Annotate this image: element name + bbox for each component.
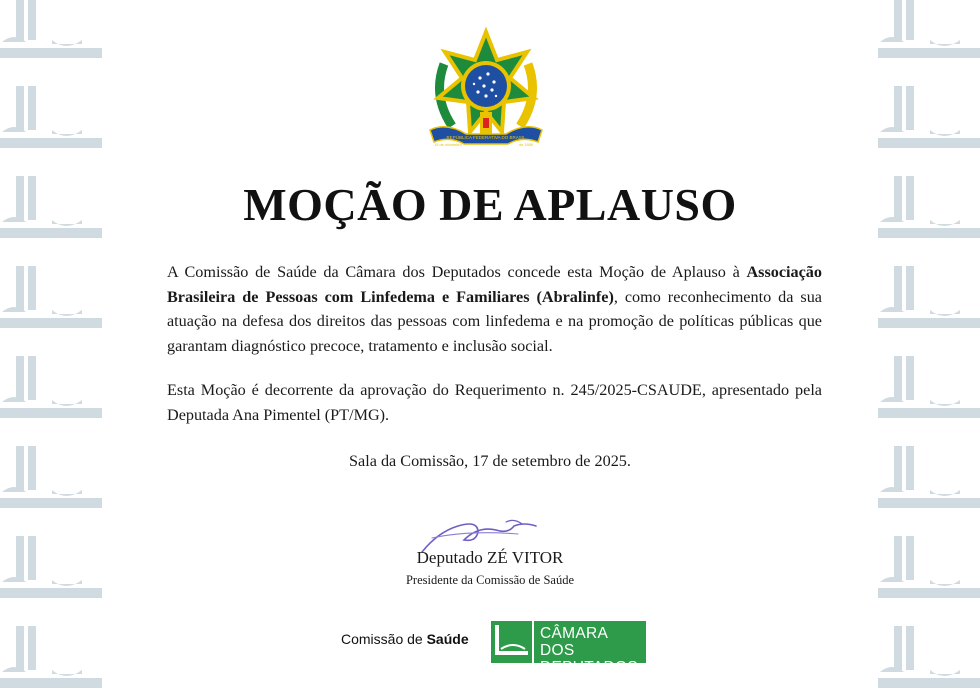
camara-logo-line2: DEPUTADOS [540,659,639,676]
footer-commission-label [341,631,469,647]
camara-logo-line1: CÂMARA DOS [540,625,608,659]
seal-ribbon-text: REPÚBLICA FEDERATIVA DO BRASIL [446,135,526,140]
congress-pattern-left [0,0,102,692]
footer-commission-bold: Saúde [426,631,469,647]
camara-building-icon [491,621,532,663]
paragraph-motion-rest: , como reconhecimento da sua atuação na defesa dos direitos das pessoas com linfedema e na promoção de políticas públicas que garantam diagnóstico precoce, tratamento e inclusão social. [167,287,822,355]
brazil-coat-of-arms-icon [422,26,550,154]
signer-name: Deputado ZÉ VITOR [416,548,564,567]
camara-dos-deputados-logo [491,621,646,676]
honoree-name: Associação Brasileira de Pessoas com Linfedema e Familiares (Abralinfe) [167,263,822,306]
seal-ribbon-date-left: 15 de novembro [434,143,462,147]
paragraph-motion [167,260,822,358]
right-border-pattern [878,0,980,692]
date-line: Sala da Comissão, 17 de setembro de 2025. [349,452,631,470]
congress-pattern-right [878,0,980,692]
camara-logo-text [532,621,646,676]
footer-commission-prefix: Comissão de [341,631,427,647]
seal-ribbon-date-right: de 1889 [519,143,533,147]
document-title: MOÇÃO DE APLAUSO [243,179,737,230]
paragraph-motion-intro: A Comissão de Saúde da Câmara dos Deputados concede esta Moção de Aplauso à [167,263,747,281]
paragraph-requirement: Esta Moção é decorrente da aprovação do Requerimento n. 245/2025-CSAUDE, apresentado pela Deputada Ana Pimentel (PT/MG). [167,381,822,424]
left-border-pattern [0,0,102,692]
signer-role: Presidente da Comissão de Saúde [405,573,575,587]
